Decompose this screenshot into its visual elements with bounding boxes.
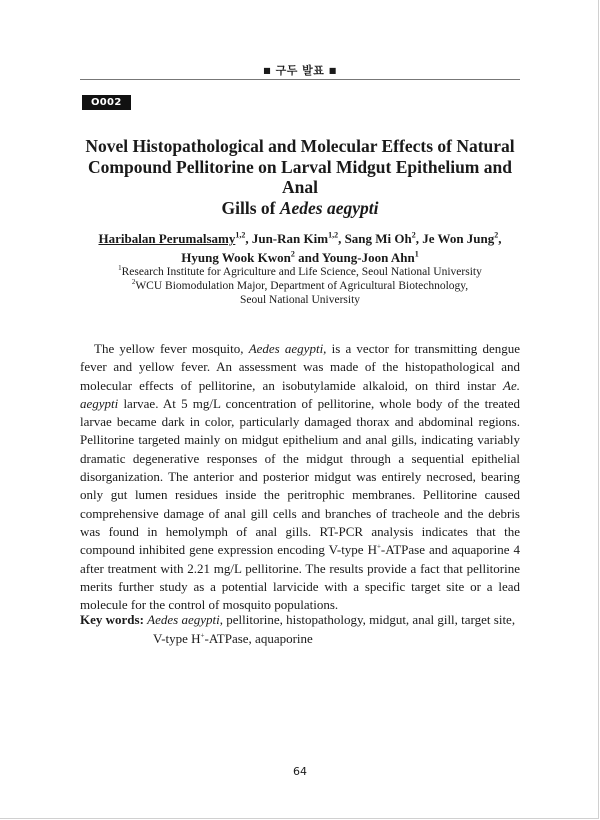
header-divider	[80, 79, 520, 80]
affil-sup: 2	[131, 278, 136, 287]
author-sup: 1,2	[328, 230, 339, 240]
author-conjunction: and	[294, 250, 322, 265]
square-bullet-icon: ■	[328, 66, 337, 75]
title-line-3-prefix: Gills of	[221, 197, 280, 218]
keywords-label: Key words:	[80, 612, 144, 627]
affiliation-2-cont: Seoul National University	[239, 294, 361, 306]
affiliation-1: Research Institute for Agriculture and Life Science, Seoul National University	[121, 266, 482, 278]
abstract-text: larvae. At 5 mg/L concentration of pellitorine, whole body of the treated larvae became dark in color, particularly damaged thorax and abdominal regions. Pellitorine targeted mainly on midgut epithelium and anal gills, indicating variably dramatic degenerative responses of the midgut through a sequential epithelial disorganization. The anterior and posterior midgut was entirely necrosed, bearing only gut lumen residues inside the peritrophic membranes. Pellitorine caused comprehensive damage of anal gill cells and branches of tracheole and the debris was found in hemolymph of anal gills. RT-PCR analysis indicates that the compound inhibited gene expression encoding V-type H	[80, 395, 520, 558]
affil-sup: 1	[118, 264, 122, 273]
abstract-paragraph	[80, 340, 520, 614]
title-line-2: Compound Pellitorine on Larval Midgut Epithelium and Anal	[88, 156, 512, 197]
abstract-text: -ATPase and aquaporine 4 after treatment with 2.21 mg/L pellitorine. The results provide a fact that pellitorine merits further study as a potential larvicide with a specific target site or a lead molecule for the control of mosquito populations.	[80, 542, 520, 613]
author: Je Won Jung	[422, 231, 495, 246]
author: Hyung Wook Kwon	[181, 250, 291, 265]
author: Jun-Ran Kim	[251, 231, 329, 246]
keyword-species: Aedes aegypti	[147, 612, 220, 627]
paper-title	[80, 136, 520, 218]
abstract-text: The yellow fever mosquito,	[94, 341, 249, 356]
title-line-1: Novel Histopathological and Molecular Effects of Natural	[85, 136, 515, 156]
author-sup: 1	[414, 249, 419, 259]
title-species: Aedes aegypti	[279, 197, 379, 218]
keywords-text: V-type H	[153, 631, 201, 646]
author-separator: ,	[338, 231, 345, 246]
abstract-code-badge: O002	[82, 95, 131, 110]
author-separator: ,	[245, 231, 252, 246]
author-sup: 2	[411, 230, 416, 240]
page-number: 64	[293, 765, 307, 778]
abstract-species: Ae. aegypti	[80, 377, 520, 411]
author-sup: 2	[290, 249, 295, 259]
section-header	[80, 62, 520, 78]
keywords-line-2	[80, 629, 520, 648]
keywords-sup: +	[200, 631, 205, 640]
author: Young-Joon Ahn	[321, 250, 415, 265]
author-separator: ,	[415, 231, 423, 246]
keywords	[80, 610, 520, 648]
keywords-text: , pellitorine, histopathology, midgut, anal gill, target site,	[219, 612, 516, 627]
keywords-text: -ATPase, aquaporine	[204, 631, 313, 646]
square-bullet-icon: ■	[263, 66, 272, 75]
abstract-sup: +	[376, 542, 381, 551]
author-sup: 2	[494, 230, 499, 240]
author: Sang Mi Oh	[344, 231, 412, 246]
affiliations	[80, 265, 520, 307]
author-presenter: Haribalan Perumalsamy	[98, 231, 236, 246]
author-sup: 1,2	[235, 230, 246, 240]
abstract-text: is a vector for transmitting dengue fever and yellow fever. An assessment was made of the histopathological and molecular effects of pellitorine, an isobutylamide alkaloid, on third instar	[80, 341, 521, 393]
affiliation-2: WCU Biomodulation Major, Department of Agricultural Biotechnology,	[135, 280, 469, 292]
abstract-body	[80, 340, 520, 614]
author-list: Haribalan Perumalsamy$^{1,2}$, Jun-Ran Kim$^{1,2}$, Sang Mi Oh$^2$, Je Won Jung$^2$, Hyung Wook Kwon$^2$ and Young-Joon Ahn$^1$	[98, 230, 502, 265]
section-title: 구두 발표	[275, 64, 325, 77]
abstract-species: Aedes aegypti,	[248, 341, 327, 356]
